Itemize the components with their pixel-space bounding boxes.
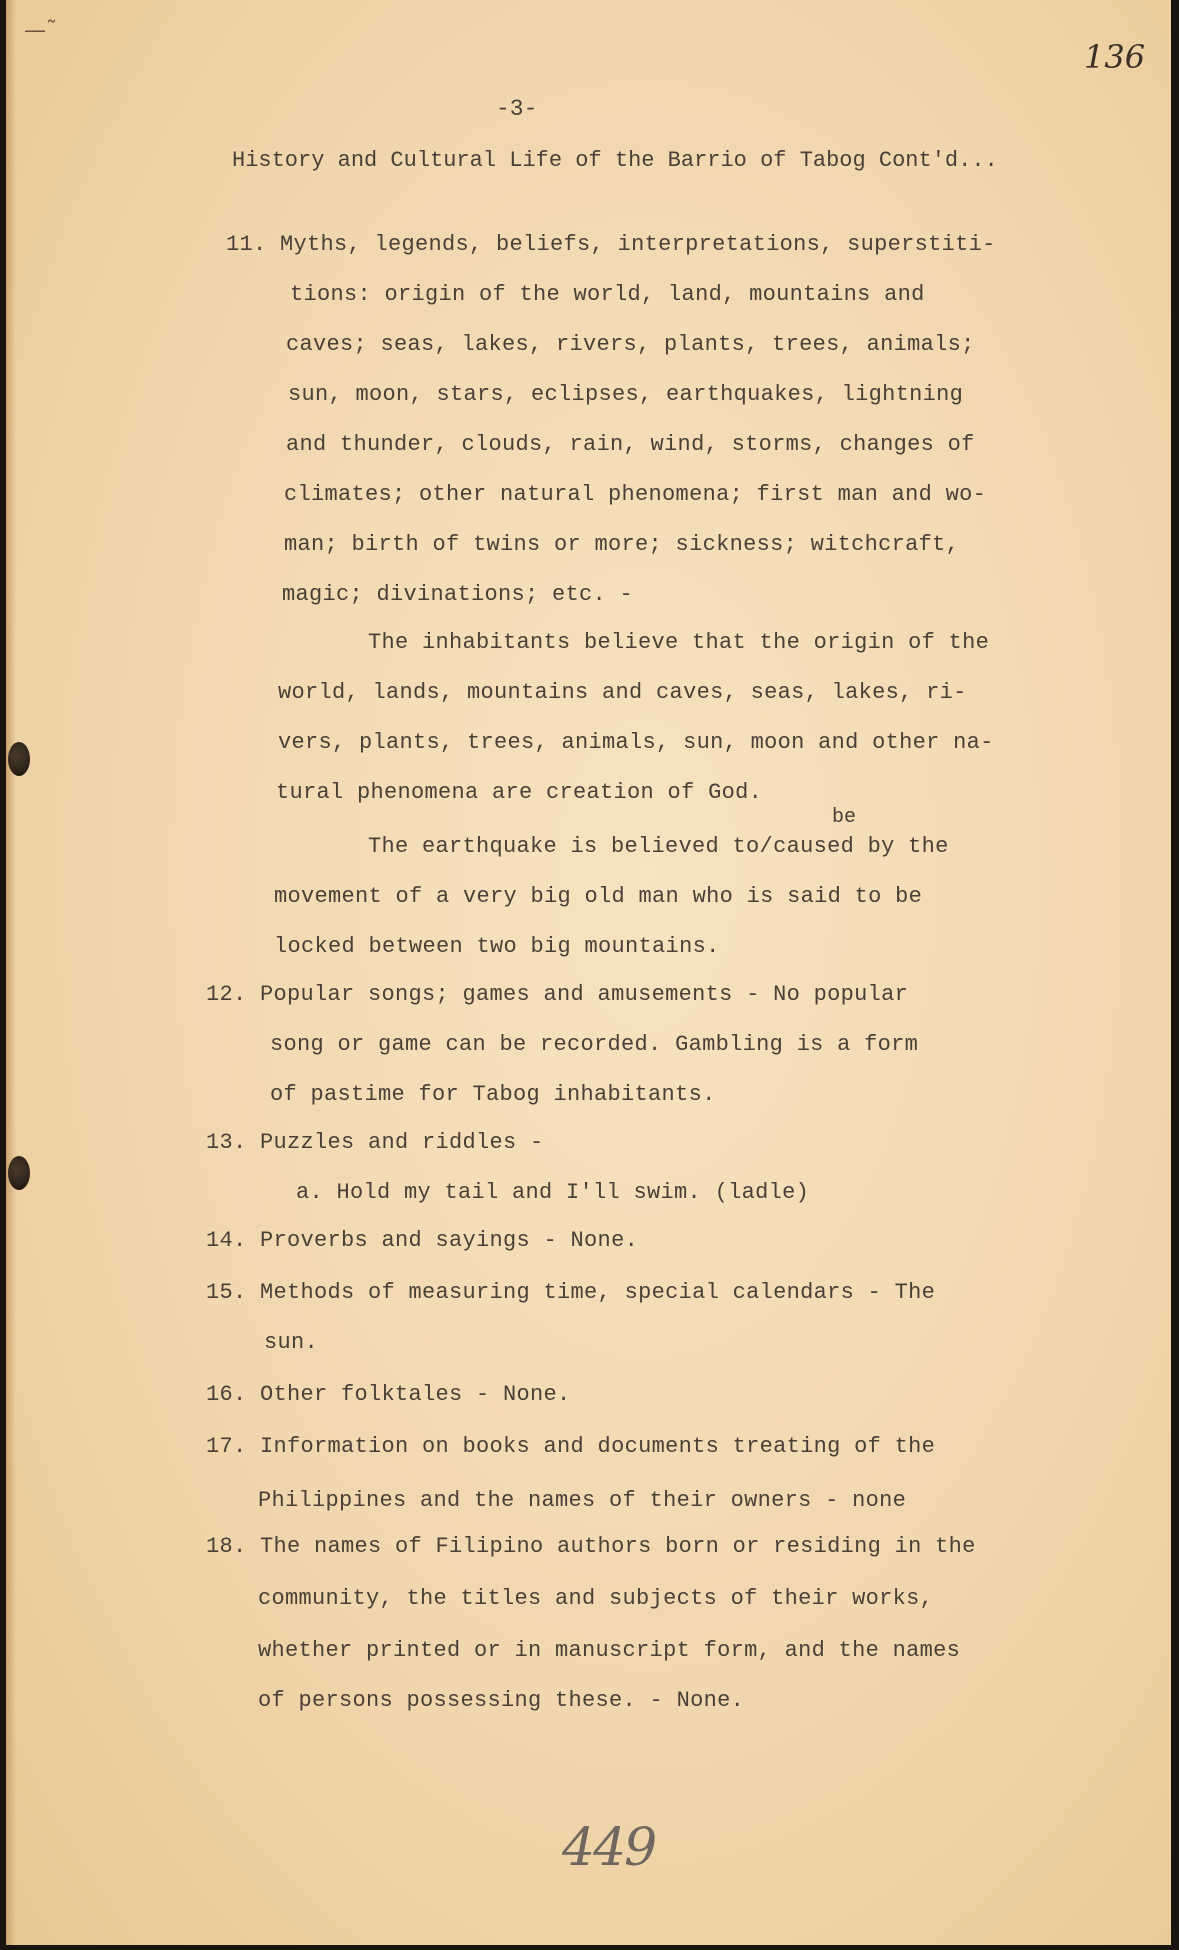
document-heading: History and Cultural Life of the Barrio of Tabog Cont'd... [232,148,998,173]
item-11-paragraph-line: tural phenomena are creation of God. [276,780,763,805]
item-18-line: 18. The names of Filipino authors born or residing in the [206,1534,976,1559]
item-13-riddle: a. Hold my tail and I'll swim. (ladle) [296,1180,810,1205]
binder-hole [8,742,30,776]
handwritten-page-number: 449 [562,1818,656,1878]
item-11-line: 11. Myths, legends, beliefs, interpretations, superstiti- [226,232,996,257]
item-12-line: song or game can be recorded. Gambling is a form [270,1032,919,1057]
item-11-paragraph-line: movement of a very big old man who is said to be [274,884,923,909]
item-11-line: and thunder, clouds, rain, wind, storms, changes of [286,432,975,457]
item-11-paragraph-line: The inhabitants believe that the origin of the [368,630,990,655]
item-11-line: magic; divinations; etc. - [282,582,634,607]
page-number: -3- [496,96,538,122]
corner-mark: —˜ [24,18,57,43]
page-edge-shadow [6,0,16,1945]
item-15-line: sun. [264,1330,319,1355]
item-11-line: tions: origin of the world, land, mountains and [290,282,925,307]
folio-number: 136 [1084,38,1146,76]
item-11-paragraph-line: world, lands, mountains and caves, seas, lakes, ri- [278,680,967,705]
item-11-paragraph-line: locked between two big mountains. [274,934,720,959]
item-17-line: 17. Information on books and documents treating of the [206,1434,936,1459]
handwritten-insert: be [832,806,857,829]
item-13-line: 13. Puzzles and riddles - [206,1130,544,1155]
item-14-line: 14. Proverbs and sayings - None. [206,1228,639,1253]
item-11-paragraph-line: vers, plants, trees, animals, sun, moon and other na- [278,730,994,755]
item-17-line: Philippines and the names of their owners - none [258,1488,907,1513]
item-12-line: of pastime for Tabog inhabitants. [270,1082,716,1107]
item-11-line: sun, moon, stars, eclipses, earthquakes, lightning [288,382,964,407]
item-11-line: man; birth of twins or more; sickness; witchcraft, [284,532,960,557]
item-11-line: caves; seas, lakes, rivers, plants, trees, animals; [286,332,975,357]
item-11-line: climates; other natural phenomena; first man and wo- [284,482,987,507]
item-12-line: 12. Popular songs; games and amusements - No popular [206,982,909,1007]
document-page [6,0,1171,1945]
item-18-line: of persons possessing these. - None. [258,1688,745,1713]
binder-hole [8,1156,30,1190]
item-15-line: 15. Methods of measuring time, special calendars - The [206,1280,936,1305]
item-11-paragraph-line: The earthquake is believed to/caused by the [368,834,949,859]
item-18-line: community, the titles and subjects of their works, [258,1586,934,1611]
item-18-line: whether printed or in manuscript form, and the names [258,1638,961,1663]
item-16-line: 16. Other folktales - None. [206,1382,571,1407]
